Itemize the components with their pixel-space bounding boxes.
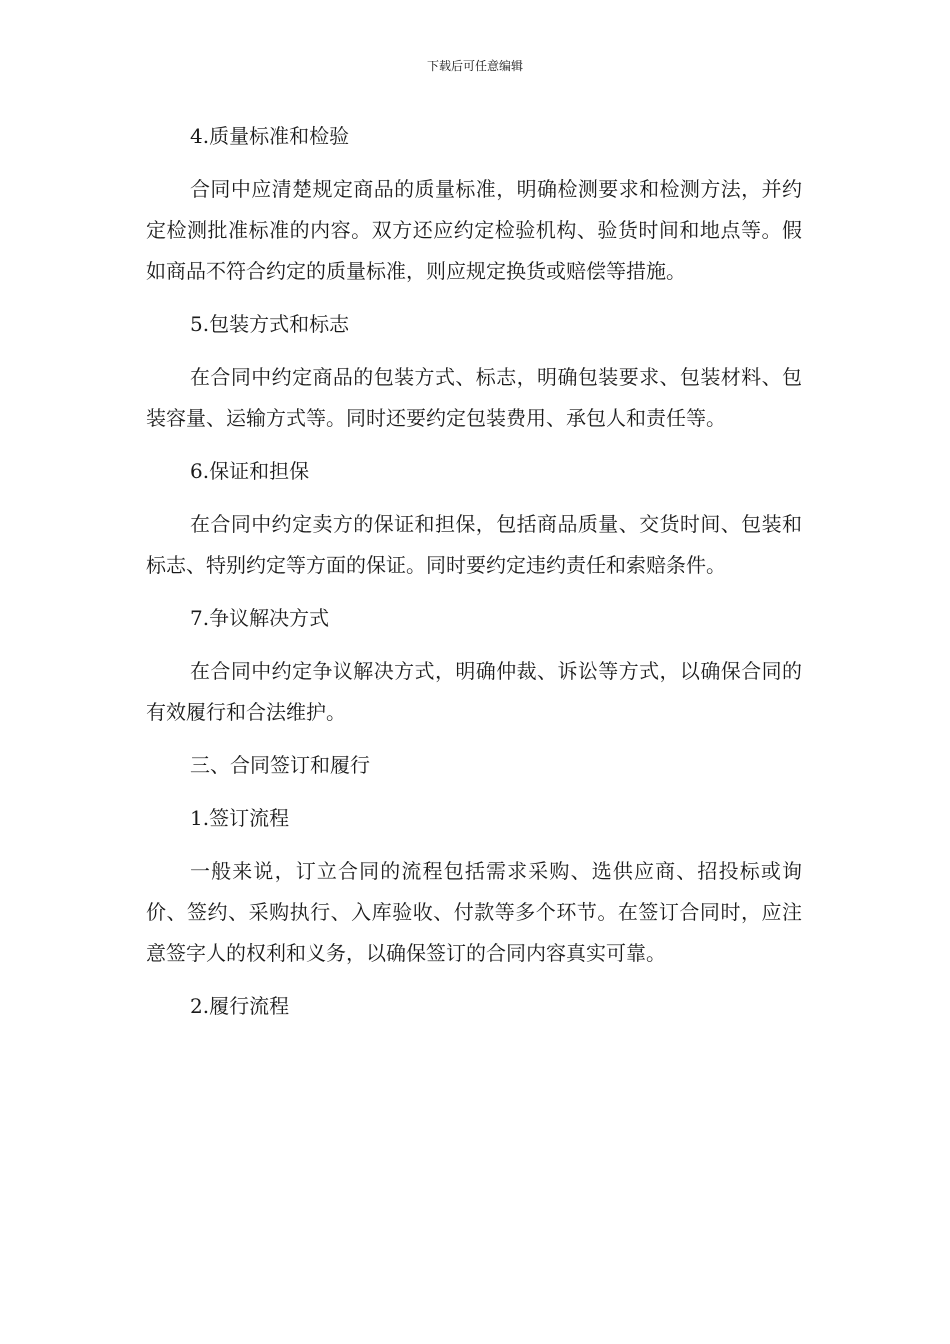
document-body bbox=[146, 116, 802, 1039]
section-heading-quality: 4.质量标准和检验 bbox=[190, 124, 350, 148]
section-heading-dispute: 7.争议解决方式 bbox=[190, 606, 330, 630]
paragraph-packaging: 在合同中约定商品的包装方式、标志，明确包装要求、包装材料、包装容量、运输方式等。同时还要约定包装费用、承包人和责任等。 bbox=[146, 365, 802, 430]
section-heading-packaging: 5.包装方式和标志 bbox=[190, 312, 350, 336]
chapter-heading-signing-performance: 三、合同签订和履行 bbox=[190, 753, 370, 777]
section-heading-signing-process: 1.签订流程 bbox=[190, 806, 290, 830]
page-header-note: 下载后可任意编辑 bbox=[426, 59, 523, 73]
paragraph-guarantee: 在合同中约定卖方的保证和担保，包括商品质量、交货时间、包装和标志、特别约定等方面的保证。同时要约定违约责任和索赔条件。 bbox=[146, 512, 802, 577]
paragraph-signing-process: 一般来说，订立合同的流程包括需求采购、选供应商、招投标或询价、签约、采购执行、入库验收、付款等多个环节。在签订合同时，应注意签字人的权利和义务，以确保签订的合同内容真实可靠。 bbox=[146, 859, 802, 965]
paragraph-dispute: 在合同中约定争议解决方式，明确仲裁、诉讼等方式，以确保合同的有效履行和合法维护。 bbox=[146, 659, 802, 724]
section-heading-performance-process: 2.履行流程 bbox=[190, 994, 290, 1018]
paragraph-quality: 合同中应清楚规定商品的质量标准，明确检测要求和检测方法，并约定检测批准标准的内容。双方还应约定检验机构、验货时间和地点等。假如商品不符合约定的质量标准，则应规定换货或赔偿等措施。 bbox=[146, 177, 802, 283]
section-heading-guarantee: 6.保证和担保 bbox=[190, 459, 310, 483]
